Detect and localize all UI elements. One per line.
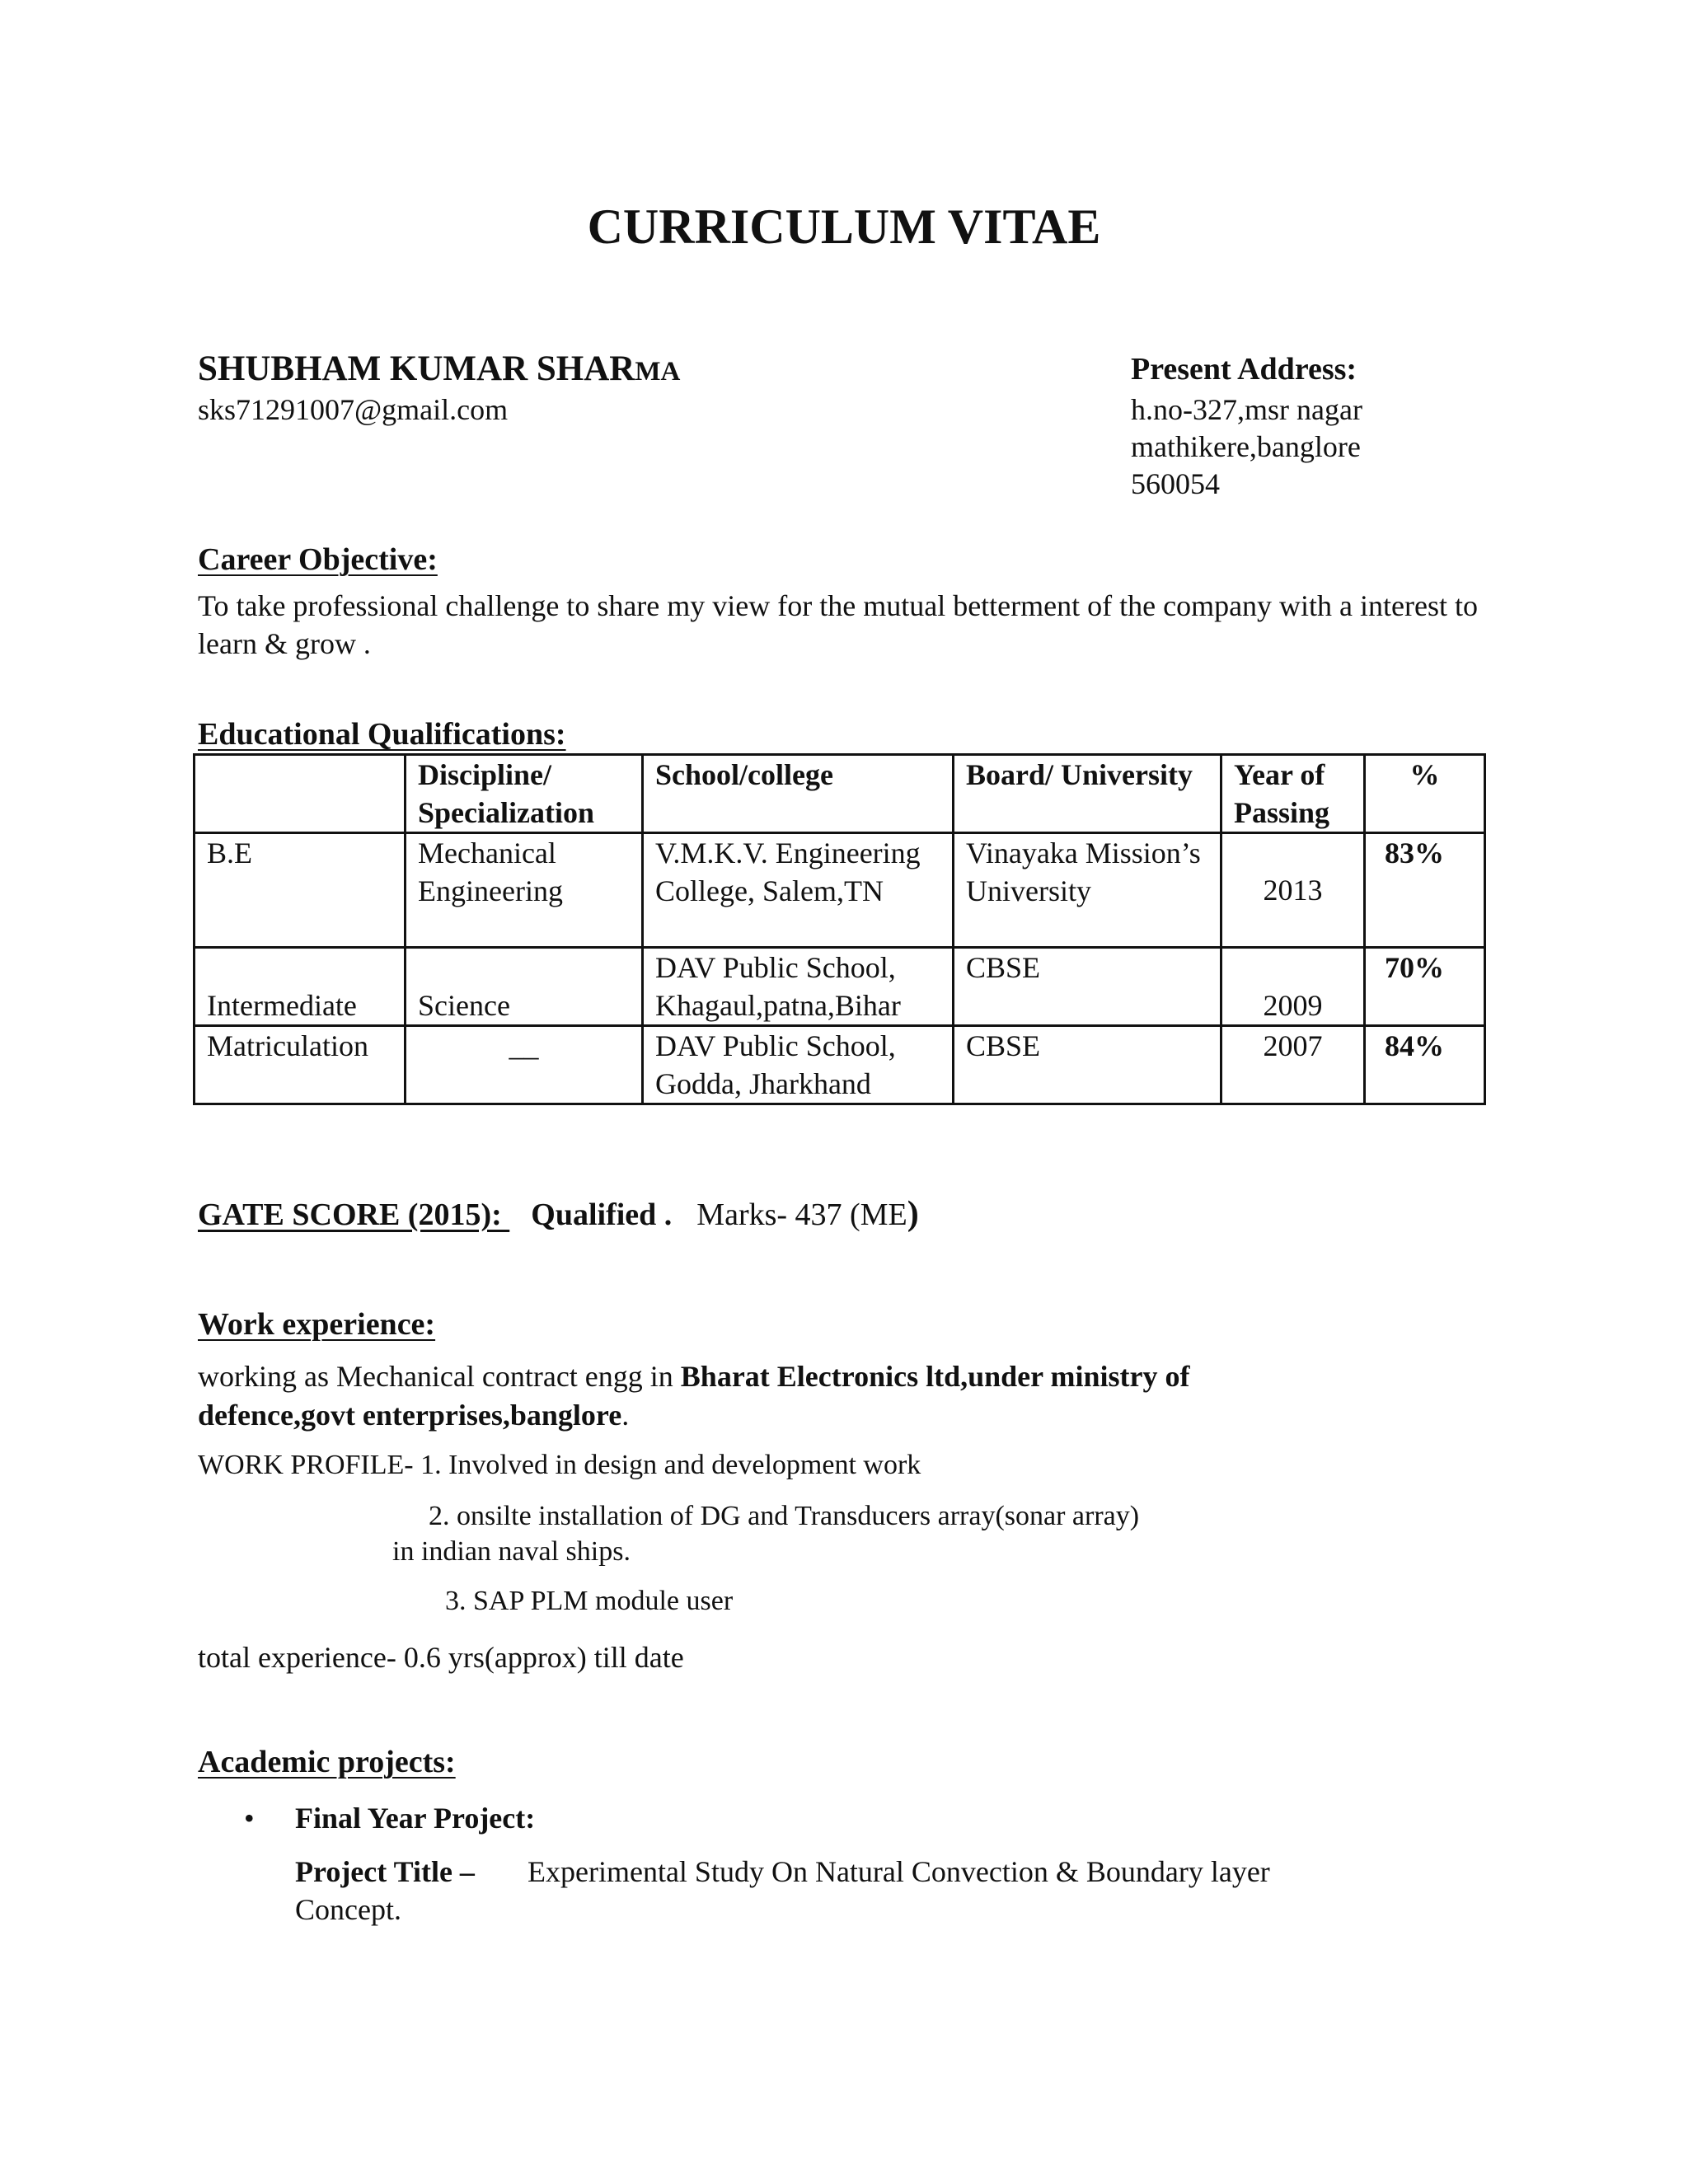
table-row	[195, 948, 1485, 1026]
column-header: Year of Passing	[1221, 755, 1365, 833]
table-header-row	[195, 755, 1485, 833]
education-heading: Educational Qualifications:	[198, 717, 566, 752]
table-row	[195, 1026, 1485, 1104]
school-cell: DAV Public School, Khagaul,patna,Bihar	[643, 948, 954, 1026]
table-row	[195, 833, 1485, 948]
school-cell: DAV Public School, Godda, Jharkhand	[643, 1026, 954, 1104]
total-experience: total experience- 0.6 yrs(approx) till date	[198, 1641, 684, 1674]
board-cell: CBSE	[954, 1026, 1221, 1104]
discipline-cell: Mechanical Engineering	[406, 833, 643, 948]
gate-marks-close: )	[907, 1195, 919, 1233]
name-main: SHUBHAM KUMAR SHAR	[198, 349, 635, 388]
work-description	[198, 1357, 1189, 1395]
document-title: CURRICULUM VITAE	[587, 199, 1101, 254]
percent-cell: 70%	[1365, 948, 1485, 1026]
academic-projects-heading: Academic projects:	[198, 1745, 456, 1779]
work-experience-heading: Work experience:	[198, 1307, 436, 1342]
work-profile-item: 3. SAP PLM module user	[445, 1586, 734, 1616]
work-profile-item: in indian naval ships.	[392, 1536, 631, 1567]
candidate-name	[198, 348, 680, 393]
project-title-continued: Concept.	[295, 1893, 401, 1926]
column-header: School/college	[643, 755, 954, 833]
column-header	[195, 755, 406, 833]
year-cell: 2013	[1221, 833, 1365, 948]
work-profile-item: 2. onsilte installation of DG and Transducers array(sonar array)	[429, 1501, 1140, 1531]
level-cell: Matriculation	[195, 1026, 406, 1104]
work-description	[198, 1396, 629, 1434]
column-header: %	[1365, 755, 1485, 833]
board-cell: CBSE	[954, 948, 1221, 1026]
school-cell: V.M.K.V. Engineering College, Salem,TN	[643, 833, 954, 948]
discipline-cell: Science	[406, 948, 643, 1026]
work-text: working as Mechanical contract engg in	[198, 1360, 681, 1393]
gate-score-label: GATE SCORE (2015):	[198, 1197, 510, 1232]
email-address: sks71291007@gmail.com	[198, 393, 509, 426]
employer-name: Bharat Electronics ltd,under ministry of	[680, 1360, 1190, 1393]
gate-score-line	[198, 1195, 919, 1234]
level-cell: B.E	[195, 833, 406, 948]
address-label: Present Address:	[1131, 352, 1357, 387]
career-objective-text: To take professional challenge to share my view for the mutual betterment of the company with a interest to learn & grow .	[198, 589, 1478, 660]
employer-detail: defence,govt enterprises,banglore	[198, 1399, 622, 1432]
board-cell: Vinayaka Mission’s University	[954, 833, 1221, 948]
column-header: Board/ University	[954, 755, 1221, 833]
name-tail: MA	[635, 357, 681, 387]
address-line: mathikere,banglore	[1131, 430, 1361, 463]
project-title: Experimental Study On Natural Convection & Boundary layer	[528, 1855, 1270, 1888]
percent-cell: 84%	[1365, 1026, 1485, 1104]
percent-cell: 83%	[1365, 833, 1485, 948]
bullet-icon: •	[244, 1802, 255, 1835]
discipline-cell: __	[406, 1026, 643, 1104]
column-header: Discipline/ Specialization	[406, 755, 643, 833]
address-line: h.no-327,msr nagar	[1131, 393, 1362, 426]
career-objective-heading: Career Objective:	[198, 542, 438, 577]
year-cell: 2009	[1221, 948, 1365, 1026]
year-cell: 2007	[1221, 1026, 1365, 1104]
project-title-label: Project Title –	[295, 1855, 475, 1888]
work-profile-item: WORK PROFILE- 1. Involved in design and development work	[198, 1450, 921, 1480]
gate-status: Qualified .	[531, 1197, 673, 1232]
work-text: .	[621, 1399, 630, 1432]
education-table	[193, 753, 1486, 1105]
address-line: 560054	[1131, 467, 1220, 500]
level-cell: Intermediate	[195, 948, 406, 1026]
gate-marks: Marks- 437 (ME	[696, 1197, 907, 1232]
project-item-title: Final Year Project:	[295, 1802, 536, 1835]
